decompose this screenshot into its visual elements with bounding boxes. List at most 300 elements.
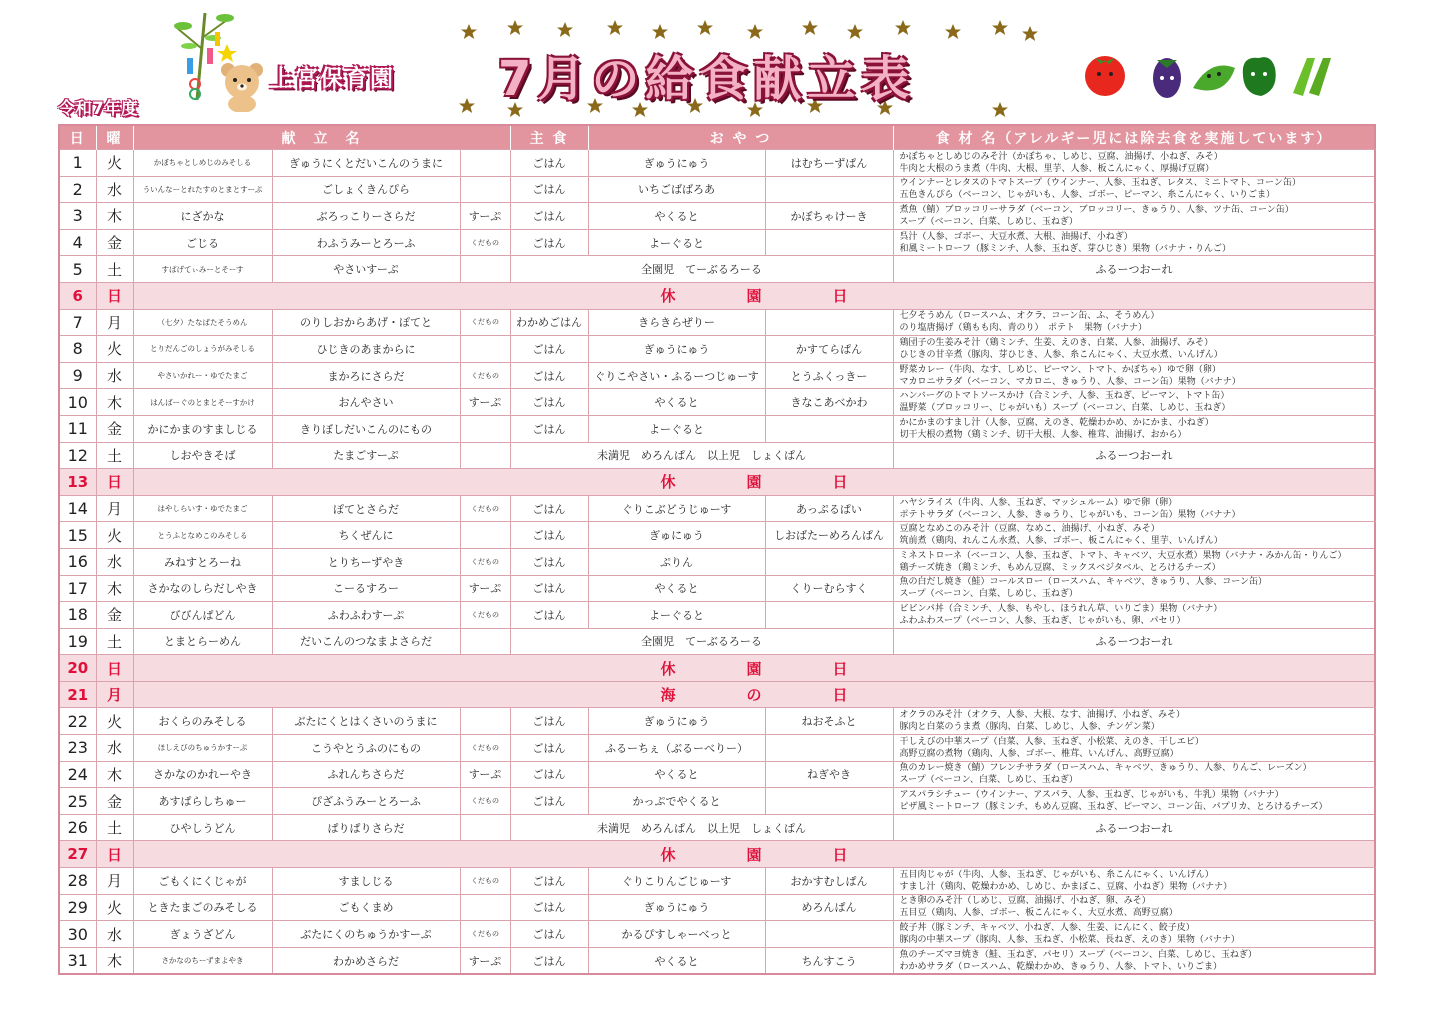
- school-name: 上宮保育園: [270, 66, 395, 92]
- table-row: [59, 921, 1375, 948]
- snack-morning: やくると: [588, 389, 765, 416]
- weekday-cell: 木: [96, 389, 133, 416]
- ingredients-line-1: 魚の白だし焼き（鮭）コールスロー（ロースハム、キャベツ、きゅうり、人参、コーン缶）: [899, 577, 1268, 588]
- day-cell: 23: [59, 735, 96, 762]
- day-cell: 27: [59, 841, 96, 868]
- menu-item-2: こーるすろー: [272, 575, 460, 602]
- ingredients-cell: [893, 522, 1375, 549]
- ingredients-cell: [893, 176, 1375, 203]
- day-cell: 18: [59, 602, 96, 629]
- menu-item-2: ふわふわすーぷ: [272, 602, 460, 629]
- ingredients-cell: [893, 788, 1375, 815]
- ingredients-line-2: 鶏チーズ焼き（鶏ミンチ、もめん豆腐、ミックスベジタベル、とろけるチーズ）: [899, 562, 1221, 573]
- holiday-char: 休: [660, 473, 676, 492]
- ingredients-line-2: 高野豆腐の煮物（鶏肉、人参、ゴボー、椎茸、いんげん、高野豆腐）: [899, 748, 1179, 759]
- holiday-char: 日: [832, 686, 848, 705]
- ingredients-line-2: マカロニサラダ（ベーコン、マカロニ、きゅうり、人参、コーン缶）果物（バナナ）: [899, 376, 1241, 387]
- menu-item-1: ごもくにくじゃが: [133, 868, 272, 895]
- menu-item-1: ときたまごのみそしる: [133, 894, 272, 921]
- ingredients-line-2: スープ（ベーコン、白菜、しめじ、玉ねぎ）: [899, 216, 1078, 227]
- menu-item-2: ぱりぱりさらだ: [272, 814, 460, 841]
- menu-item-2: きりぼしだいこんのにもの: [272, 415, 460, 442]
- holiday-char: 日: [832, 659, 848, 678]
- ingredients-line-1: 呉汁（人参、ゴボー、大豆水煮、大根、油揚げ、小ねぎ）: [899, 231, 1133, 242]
- ingredients-line-1: アスパラシチュー（ウインナー、アスパラ、人参、玉ねぎ、じゃがいも、牛乳）果物（バナナ）: [899, 790, 1284, 801]
- holiday-row: [59, 469, 1375, 496]
- weekday-cell: 日: [96, 841, 133, 868]
- menu-item-2: ふれんちさらだ: [272, 761, 460, 788]
- ingredients-cell: [893, 362, 1375, 389]
- lunch-menu-table: [58, 124, 1376, 975]
- ingredients-cell: [893, 894, 1375, 921]
- snack-morning: ぎゅうにゅう: [588, 708, 765, 735]
- snack-afternoon: ふるーつおーれ: [893, 256, 1375, 283]
- day-cell: 2: [59, 176, 96, 203]
- menu-item-3: くだもの: [460, 921, 510, 948]
- menu-item-1: おくらのみそしる: [133, 708, 272, 735]
- menu-item-3: くだもの: [460, 309, 510, 336]
- ingredients-line-1: 干しえびの中華スープ（白菜、人参、玉ねぎ、小松菜、えのき、干しエビ）: [899, 736, 1204, 747]
- snack-afternoon: しおばたーめろんぱん: [765, 522, 893, 549]
- ingredients-cell: [893, 602, 1375, 629]
- snack-afternoon: かぼちゃけーき: [765, 203, 893, 230]
- staple-cell: ごはん: [510, 548, 588, 575]
- staple-cell: ごはん: [510, 894, 588, 921]
- ingredients-line-2: 牛肉と大根のうま煮（牛肉、大根、里芋、人参、板こんにゃく、厚揚げ豆腐）: [899, 163, 1215, 174]
- snack-afternoon: とうふくっきー: [765, 362, 893, 389]
- day-cell: 16: [59, 548, 96, 575]
- staple-cell: ごはん: [510, 415, 588, 442]
- table-row: [59, 947, 1375, 974]
- ingredients-line-2: 切干大根の煮物（鶏ミンチ、切干大根、人参、椎茸、油揚げ、おから）: [899, 429, 1187, 440]
- snack-morning: いちごばばろあ: [588, 176, 765, 203]
- snack-merged: 全園児 てーぶるろーる: [510, 628, 893, 655]
- snack-afternoon: きなこあべかわ: [765, 389, 893, 416]
- menu-body: [59, 150, 1375, 975]
- menu-item-1: とまとらーめん: [133, 628, 272, 655]
- day-cell: 7: [59, 309, 96, 336]
- menu-item-3: [460, 415, 510, 442]
- header-ingredients: 食 材 名（アレルギー児には除去食を実施しています）: [893, 125, 1375, 150]
- snack-morning: きらきらぜりー: [588, 309, 765, 336]
- staple-cell: ごはん: [510, 203, 588, 230]
- menu-item-3: [460, 176, 510, 203]
- staple-cell: ごはん: [510, 336, 588, 363]
- staple-cell: ごはん: [510, 522, 588, 549]
- weekday-cell: 日: [96, 469, 133, 496]
- weekday-cell: 土: [96, 814, 133, 841]
- weekday-cell: 日: [96, 655, 133, 682]
- menu-item-2: ごしょくきんぴら: [272, 176, 460, 203]
- ingredients-line-2: 筑前煮（鶏肉、れんこん水煮、人参、ゴボー、板こんにゃく、里芋、いんげん）: [899, 536, 1223, 547]
- ingredients-cell: [893, 495, 1375, 522]
- day-cell: 12: [59, 442, 96, 469]
- menu-item-2: わふうみーとろーふ: [272, 229, 460, 256]
- fiscal-year-label: 令和7年度: [58, 99, 138, 119]
- menu-item-1: にざかな: [133, 203, 272, 230]
- snack-afternoon: ふるーつおーれ: [893, 628, 1375, 655]
- staple-cell: ごはん: [510, 602, 588, 629]
- menu-item-3: [460, 150, 510, 177]
- menu-item-3: すーぷ: [460, 947, 510, 974]
- ingredients-cell: [893, 947, 1375, 974]
- staple-cell: わかめごはん: [510, 309, 588, 336]
- day-cell: 25: [59, 788, 96, 815]
- weekday-cell: 水: [96, 735, 133, 762]
- ingredients-line-2: 豚肉の中華スープ（豚肉、人参、玉ねぎ、小松菜、長ねぎ、えのき）果物（バナナ）: [899, 935, 1240, 946]
- snack-afternoon: [765, 309, 893, 336]
- weekday-cell: 水: [96, 548, 133, 575]
- weekday-cell: 木: [96, 203, 133, 230]
- ingredients-line-2: ひじきの甘辛煮（豚肉、芽ひじき、人参、糸こんにゃく、大豆水煮、いんげん）: [899, 349, 1223, 360]
- menu-item-2: ひじきのあまからに: [272, 336, 460, 363]
- snack-afternoon: [765, 788, 893, 815]
- snack-morning: やくると: [588, 203, 765, 230]
- holiday-char: 休: [660, 287, 676, 306]
- snack-afternoon: ねおそふと: [765, 708, 893, 735]
- ingredients-line-1: 魚のカレー焼き（鯖）フレンチサラダ（ロースハム、キャベツ、きゅうり、人参、りんご、レーズン）: [899, 763, 1312, 774]
- ingredients-line-1: 野菜カレー（牛肉、なす、しめじ、ピーマン、トマト、かぼちゃ）ゆで卵（卵）: [899, 364, 1221, 375]
- table-row: [59, 176, 1375, 203]
- menu-item-1: ういんなーとれたすのとまとすーぷ: [133, 176, 272, 203]
- snack-morning: ふるーちぇ（ぶるーべりー）: [588, 735, 765, 762]
- ingredients-line-2: 五色きんぴら（ベーコン、じゃがいも、人参、ゴボー、ピーマン、糸こんにゃく、いりごま）: [899, 190, 1275, 201]
- day-cell: 17: [59, 575, 96, 602]
- weekday-cell: 火: [96, 708, 133, 735]
- menu-item-1: すぱげてぃみーとそーす: [133, 256, 272, 283]
- weekday-cell: 火: [96, 894, 133, 921]
- table-row: [59, 389, 1375, 416]
- day-cell: 30: [59, 921, 96, 948]
- day-cell: 1: [59, 150, 96, 177]
- holiday-row: [59, 681, 1375, 708]
- table-row: [59, 362, 1375, 389]
- menu-item-3: すーぷ: [460, 203, 510, 230]
- menu-item-1: かにかまのすましじる: [133, 415, 272, 442]
- page-title: 7月の給食献立表: [498, 51, 916, 107]
- table-row: [59, 309, 1375, 336]
- day-cell: 10: [59, 389, 96, 416]
- snack-afternoon: はむちーずぱん: [765, 150, 893, 177]
- ingredients-line-1: 魚のチーズマヨ焼き（鮭、玉ねぎ、パセリ）スープ（ベーコン、白菜、しめじ、玉ねぎ）: [899, 949, 1257, 960]
- staple-cell: ごはん: [510, 788, 588, 815]
- ingredients-line-2: ポテトサラダ（ベーコン、人参、きゅうり、じゃがいも、コーン缶）果物（バナナ）: [899, 509, 1241, 520]
- staple-cell: ごはん: [510, 150, 588, 177]
- day-cell: 5: [59, 256, 96, 283]
- holiday-row: [59, 282, 1375, 309]
- menu-item-2: とりちーずやき: [272, 548, 460, 575]
- table-row: [59, 203, 1375, 230]
- menu-item-3: くだもの: [460, 602, 510, 629]
- weekday-cell: 金: [96, 415, 133, 442]
- menu-item-3: [460, 894, 510, 921]
- holiday-char: 園: [746, 287, 762, 306]
- menu-item-2: ぶたにくのちゅうかすーぷ: [272, 921, 460, 948]
- header-menu: 献 立 名: [133, 125, 510, 150]
- menu-item-1: しおやきそば: [133, 442, 272, 469]
- ingredients-line-2: スープ（ベーコン、白菜、しめじ、玉ねぎ）: [899, 775, 1078, 786]
- ingredients-cell: [893, 389, 1375, 416]
- day-cell: 26: [59, 814, 96, 841]
- menu-item-2: ぽてとさらだ: [272, 495, 460, 522]
- snack-morning: よーぐると: [588, 415, 765, 442]
- menu-item-2: ごもくまめ: [272, 894, 460, 921]
- menu-item-3: [460, 522, 510, 549]
- ingredients-line-2: ふわふわスープ（ベーコン、人参、玉ねぎ、じゃがいも、卵、パセリ）: [899, 615, 1186, 626]
- menu-item-1: あすぱらしちゅー: [133, 788, 272, 815]
- table-row: [59, 548, 1375, 575]
- day-cell: 6: [59, 282, 96, 309]
- ingredients-line-1: 五目肉じゃが（牛肉、人参、玉ねぎ、じゃがいも、糸こんにゃく、いんげん）: [899, 869, 1214, 880]
- ingredients-cell: [893, 575, 1375, 602]
- snack-morning: ぷりん: [588, 548, 765, 575]
- ingredients-line-1: 豆腐となめこのみそ汁（豆腐、なめこ、油揚げ、小ねぎ、みそ）: [899, 524, 1160, 535]
- menu-item-1: ひやしうどん: [133, 814, 272, 841]
- menu-item-1: ぎょうざどん: [133, 921, 272, 948]
- weekday-cell: 金: [96, 788, 133, 815]
- snack-afternoon: [765, 735, 893, 762]
- holiday-text: [133, 681, 1375, 708]
- table-row: [59, 229, 1375, 256]
- menu-item-3: くだもの: [460, 362, 510, 389]
- snack-merged: 未満児 めろんぱん 以上児 しょくぱん: [510, 442, 893, 469]
- table-row: [59, 495, 1375, 522]
- day-cell: 15: [59, 522, 96, 549]
- holiday-row: [59, 841, 1375, 868]
- holiday-text: [133, 655, 1375, 682]
- menu-item-3: すーぷ: [460, 761, 510, 788]
- snack-morning: ぎゅうにゅう: [588, 150, 765, 177]
- snack-morning: よーぐると: [588, 229, 765, 256]
- day-cell: 28: [59, 868, 96, 895]
- snack-afternoon: [765, 602, 893, 629]
- header-snack: お や つ: [588, 125, 893, 150]
- table-row: [59, 628, 1375, 655]
- ingredients-line-1: ハヤシライス（牛肉、人参、玉ねぎ、マッシュルーム）ゆで卵（卵）: [899, 497, 1178, 508]
- snack-afternoon: ねぎやき: [765, 761, 893, 788]
- day-cell: 19: [59, 628, 96, 655]
- ingredients-line-2: 豚肉と白菜のうま煮（豚肉、白菜、しめじ、人参、チンゲン菜）: [899, 722, 1160, 733]
- staple-cell: ごはん: [510, 176, 588, 203]
- day-cell: 11: [59, 415, 96, 442]
- ingredients-line-2: スープ（ベーコン、白菜、しめじ、玉ねぎ）: [899, 589, 1078, 600]
- day-cell: 8: [59, 336, 96, 363]
- menu-item-1: （七夕）たなばたそうめん: [133, 309, 272, 336]
- holiday-char: 日: [832, 287, 848, 306]
- menu-item-3: くだもの: [460, 495, 510, 522]
- snack-morning: ぎゅうにゅう: [588, 894, 765, 921]
- staple-cell: ごはん: [510, 575, 588, 602]
- table-row: [59, 575, 1375, 602]
- menu-item-2: わかめさらだ: [272, 947, 460, 974]
- snack-afternoon: あっぷるぱい: [765, 495, 893, 522]
- ingredients-line-1: かぼちゃとしめじのみそ汁（かぼちゃ、しめじ、豆腐、油揚げ、小ねぎ、みそ）: [899, 151, 1223, 162]
- ingredients-cell: [893, 921, 1375, 948]
- day-cell: 3: [59, 203, 96, 230]
- weekday-cell: 水: [96, 176, 133, 203]
- snack-afternoon: ふるーつおーれ: [893, 442, 1375, 469]
- holiday-char: 園: [746, 659, 762, 678]
- day-cell: 20: [59, 655, 96, 682]
- menu-item-2: ぶろっこりーさらだ: [272, 203, 460, 230]
- holiday-text: [133, 469, 1375, 496]
- header-day: 日: [59, 125, 96, 150]
- menu-item-2: ぎゅうにくとだいこんのうまに: [272, 150, 460, 177]
- menu-item-2: こうやとうふのにもの: [272, 735, 460, 762]
- day-cell: 14: [59, 495, 96, 522]
- holiday-char: 海: [660, 686, 676, 705]
- ingredients-cell: [893, 761, 1375, 788]
- weekday-cell: 日: [96, 282, 133, 309]
- menu-item-1: さかなのしらだしやき: [133, 575, 272, 602]
- day-cell: 13: [59, 469, 96, 496]
- ingredients-line-1: とき卵のみそ汁（しめじ、豆腐、油揚げ、小ねぎ、卵、みそ）: [899, 896, 1151, 907]
- menu-item-1: はんばーぐのとまとそーすかけ: [133, 389, 272, 416]
- table-row: [59, 522, 1375, 549]
- ingredients-line-2: 和風ミートローフ（豚ミンチ、人参、玉ねぎ、芽ひじき）果物（バナナ・りんご）: [899, 243, 1232, 254]
- table-row: [59, 814, 1375, 841]
- day-cell: 31: [59, 947, 96, 974]
- weekday-cell: 木: [96, 575, 133, 602]
- header-staple: 主 食: [510, 125, 588, 150]
- snack-afternoon: ふるーつおーれ: [893, 814, 1375, 841]
- ingredients-cell: [893, 868, 1375, 895]
- holiday-row: [59, 655, 1375, 682]
- menu-item-2: ぶたにくとはくさいのうまに: [272, 708, 460, 735]
- menu-item-2: やさいすーぷ: [272, 256, 460, 283]
- menu-item-1: はやしらいす・ゆでたまご: [133, 495, 272, 522]
- snack-morning: よーぐると: [588, 602, 765, 629]
- ingredients-line-1: 七夕そうめん（ロースハム、オクラ、コーン缶、ふ、そうめん）: [899, 311, 1160, 322]
- staple-cell: ごはん: [510, 761, 588, 788]
- ingredients-line-2: のり塩唐揚げ（鶏もも肉、青のり） ポテト 果物（バナナ）: [899, 323, 1148, 334]
- ingredients-line-1: 鶏団子の生姜みそ汁（鶏ミンチ、生姜、えのき、白菜、人参、油揚げ、みそ）: [899, 337, 1214, 348]
- snack-morning: やくると: [588, 575, 765, 602]
- ingredients-cell: [893, 309, 1375, 336]
- table-row: [59, 256, 1375, 283]
- weekday-cell: 月: [96, 309, 133, 336]
- staple-cell: ごはん: [510, 708, 588, 735]
- staple-cell: ごはん: [510, 229, 588, 256]
- menu-item-3: [460, 814, 510, 841]
- snack-afternoon: ちんすこう: [765, 947, 893, 974]
- menu-item-1: さかなのかれーやき: [133, 761, 272, 788]
- holiday-char: 日: [832, 845, 848, 864]
- holiday-char: 日: [832, 473, 848, 492]
- snack-morning: やくると: [588, 761, 765, 788]
- ingredients-line-1: かにかまのすまし汁（人参、豆腐、えのき、乾燥わかめ、かにかま、小ねぎ）: [899, 417, 1214, 428]
- ingredients-cell: [893, 336, 1375, 363]
- snack-morning: やくると: [588, 947, 765, 974]
- snack-morning: ぎゅうにゅう: [588, 336, 765, 363]
- snack-morning: かるぴすしゃーべっと: [588, 921, 765, 948]
- snack-morning: ぐりこやさい・ふるーつじゅーす: [588, 362, 765, 389]
- menu-item-3: すーぷ: [460, 575, 510, 602]
- table-row: [59, 788, 1375, 815]
- menu-item-3: [460, 336, 510, 363]
- menu-item-2: たまごすーぷ: [272, 442, 460, 469]
- day-cell: 4: [59, 229, 96, 256]
- ingredients-line-1: ハンバーグのトマトソースかけ（合ミンチ、人参、玉ねぎ、ピーマン、トマト缶）: [899, 391, 1230, 402]
- snack-afternoon: [765, 921, 893, 948]
- menu-item-2: すましじる: [272, 868, 460, 895]
- table-row: [59, 868, 1375, 895]
- table-row: [59, 336, 1375, 363]
- ingredients-line-1: ミネストローネ（ベーコン、人参、玉ねぎ、トマト、キャベツ、大豆水煮）果物（バナナ・みかん缶・りんご）: [899, 550, 1347, 561]
- day-cell: 9: [59, 362, 96, 389]
- snack-afternoon: [765, 548, 893, 575]
- weekday-cell: 火: [96, 522, 133, 549]
- weekday-cell: 水: [96, 921, 133, 948]
- ingredients-line-2: わかめサラダ（ロースハム、乾燥わかめ、きゅうり、人参、トマト、いりごま）: [899, 961, 1223, 972]
- ingredients-cell: [893, 708, 1375, 735]
- holiday-char: 休: [660, 659, 676, 678]
- holiday-char: 園: [746, 845, 762, 864]
- holiday-char: の: [746, 686, 762, 705]
- menu-item-3: くだもの: [460, 868, 510, 895]
- day-cell: 22: [59, 708, 96, 735]
- ingredients-cell: [893, 150, 1375, 177]
- ingredients-cell: [893, 735, 1375, 762]
- menu-item-1: ごじる: [133, 229, 272, 256]
- snack-morning: ぐりこりんごじゅーす: [588, 868, 765, 895]
- menu-item-2: まかろにさらだ: [272, 362, 460, 389]
- menu-item-2: ぴざふうみーとろーふ: [272, 788, 460, 815]
- snack-afternoon: [765, 415, 893, 442]
- day-cell: 24: [59, 761, 96, 788]
- ingredients-cell: [893, 415, 1375, 442]
- weekday-cell: 月: [96, 868, 133, 895]
- weekday-cell: 火: [96, 150, 133, 177]
- snack-afternoon: かすてらぱん: [765, 336, 893, 363]
- menu-item-2: だいこんのつなまよさらだ: [272, 628, 460, 655]
- table-row: [59, 761, 1375, 788]
- menu-item-2: ちくぜんに: [272, 522, 460, 549]
- menu-item-3: [460, 442, 510, 469]
- ingredients-line-1: 餃子丼（豚ミンチ、キャベツ、小ねぎ、人参、生姜、にんにく、餃子皮）: [899, 923, 1195, 934]
- snack-morning: ぎゅにゅう: [588, 522, 765, 549]
- staple-cell: ごはん: [510, 921, 588, 948]
- weekday-cell: 土: [96, 628, 133, 655]
- weekday-cell: 月: [96, 495, 133, 522]
- day-cell: 21: [59, 681, 96, 708]
- snack-merged: 全園児 てーぶるろーる: [510, 256, 893, 283]
- header-weekday: 曜: [96, 125, 133, 150]
- vegetables-decoration-icon: [1075, 48, 1337, 103]
- table-row: [59, 602, 1375, 629]
- weekday-cell: 金: [96, 602, 133, 629]
- weekday-cell: 木: [96, 947, 133, 974]
- menu-item-3: くだもの: [460, 229, 510, 256]
- menu-item-2: おんやさい: [272, 389, 460, 416]
- weekday-cell: 火: [96, 336, 133, 363]
- day-cell: 29: [59, 894, 96, 921]
- holiday-text: [133, 282, 1375, 309]
- staple-cell: ごはん: [510, 495, 588, 522]
- bear-mascot-icon: [218, 60, 266, 112]
- menu-item-2: のりしおからあげ・ぽてと: [272, 309, 460, 336]
- ingredients-line-2: 五目豆（鶏肉、人参、ゴボー、板こんにゃく、大豆水煮、高野豆腐）: [899, 908, 1178, 919]
- weekday-cell: 土: [96, 256, 133, 283]
- menu-item-3: [460, 708, 510, 735]
- snack-afternoon: おかすむしぱん: [765, 868, 893, 895]
- menu-item-1: やさいかれー・ゆでたまご: [133, 362, 272, 389]
- weekday-cell: 木: [96, 761, 133, 788]
- weekday-cell: 金: [96, 229, 133, 256]
- ingredients-line-1: ビビンパ丼（合ミンチ、人参、もやし、ほうれん草、いりごま）果物（バナナ）: [899, 603, 1223, 614]
- weekday-cell: 土: [96, 442, 133, 469]
- menu-item-1: みねすとろーね: [133, 548, 272, 575]
